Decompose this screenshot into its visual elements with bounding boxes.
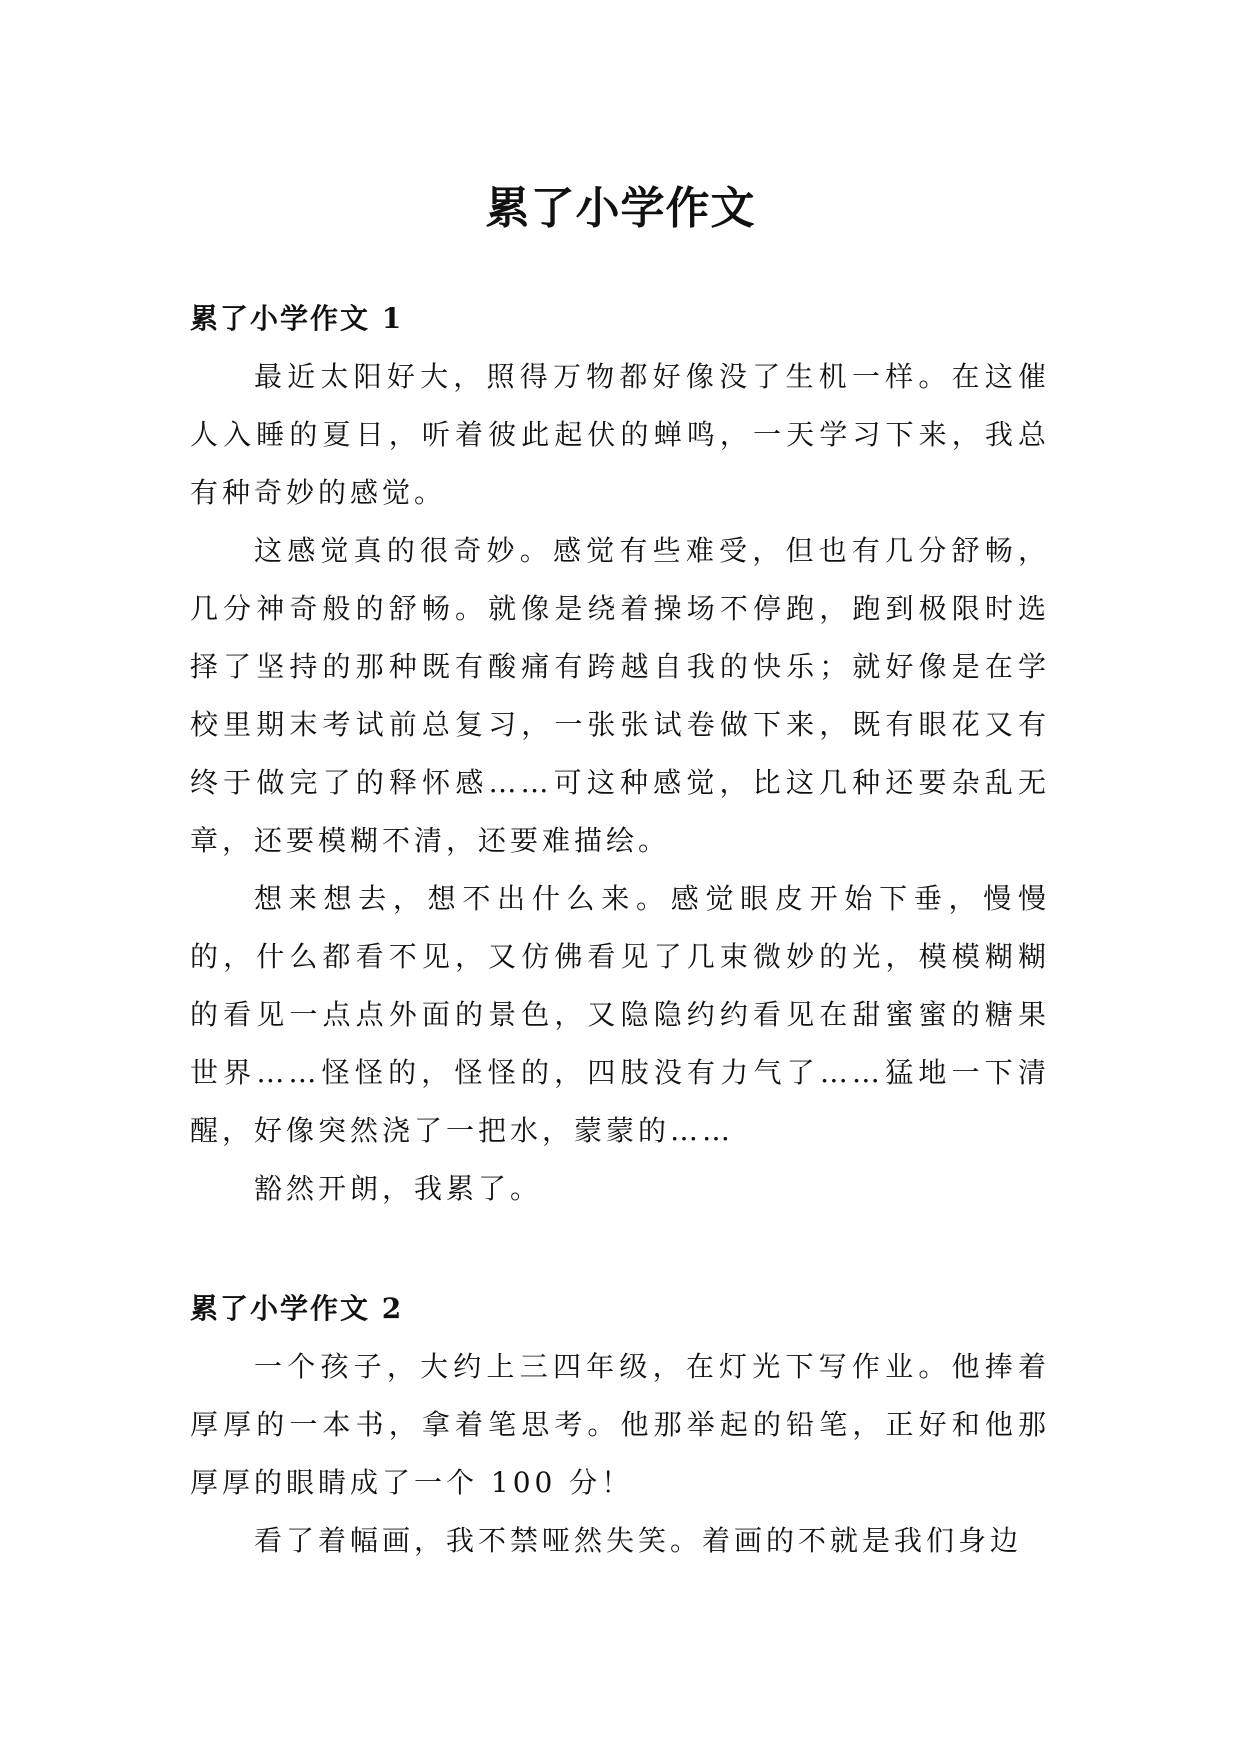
essay-paragraph: 豁然开朗，我累了。 — [254, 1172, 543, 1205]
essay-section-2 — [190, 1280, 1050, 1570]
essay-heading: 累了小学作文 2 — [190, 1292, 404, 1325]
essay-heading: 累了小学作文 1 — [190, 302, 404, 335]
essay-section-1 — [190, 290, 1050, 1218]
document-title: 累了小学作文 — [485, 183, 756, 235]
essay-paragraph: 一个孩子，大约上三四年级，在灯光下写作业。他捧着厚厚的一本书，拿着笔思考。他那举起的铅笔，正好和他那厚厚的眼睛成了一个 100 分！ — [190, 1350, 1050, 1499]
essay-paragraph: 想来想去，想不出什么来。感觉眼皮开始下垂，慢慢的，什么都看不见，又仿佛看见了几束微妙的光，模模糊糊的看见一点点外面的景色，又隐隐约约看见在甜蜜蜜的糖果世界……怪怪的，怪怪的，四肢没有力气了……猛地一下清醒，好像突然浇了一把水，蒙蒙的…… — [190, 882, 1050, 1147]
essay-paragraph: 看了着幅画，我不禁哑然失笑。着画的不就是我们身边 — [254, 1524, 1023, 1557]
essay-paragraph: 最近太阳好大，照得万物都好像没了生机一样。在这催人入睡的夏日，听着彼此起伏的蝉鸣，一天学习下来，我总有种奇妙的感觉。 — [190, 360, 1050, 509]
essay-paragraph: 这感觉真的很奇妙。感觉有些难受，但也有几分舒畅，几分神奇般的舒畅。就像是绕着操场不停跑，跑到极限时选择了坚持的那种既有酸痛有跨越自我的快乐；就好像是在学校里期末考试前总复习，一张张试卷做下来，既有眼花又有终于做完了的释怀感……可这种感觉，比这几种还要杂乱无章，还要模糊不清，还要难描绘。 — [190, 534, 1050, 857]
